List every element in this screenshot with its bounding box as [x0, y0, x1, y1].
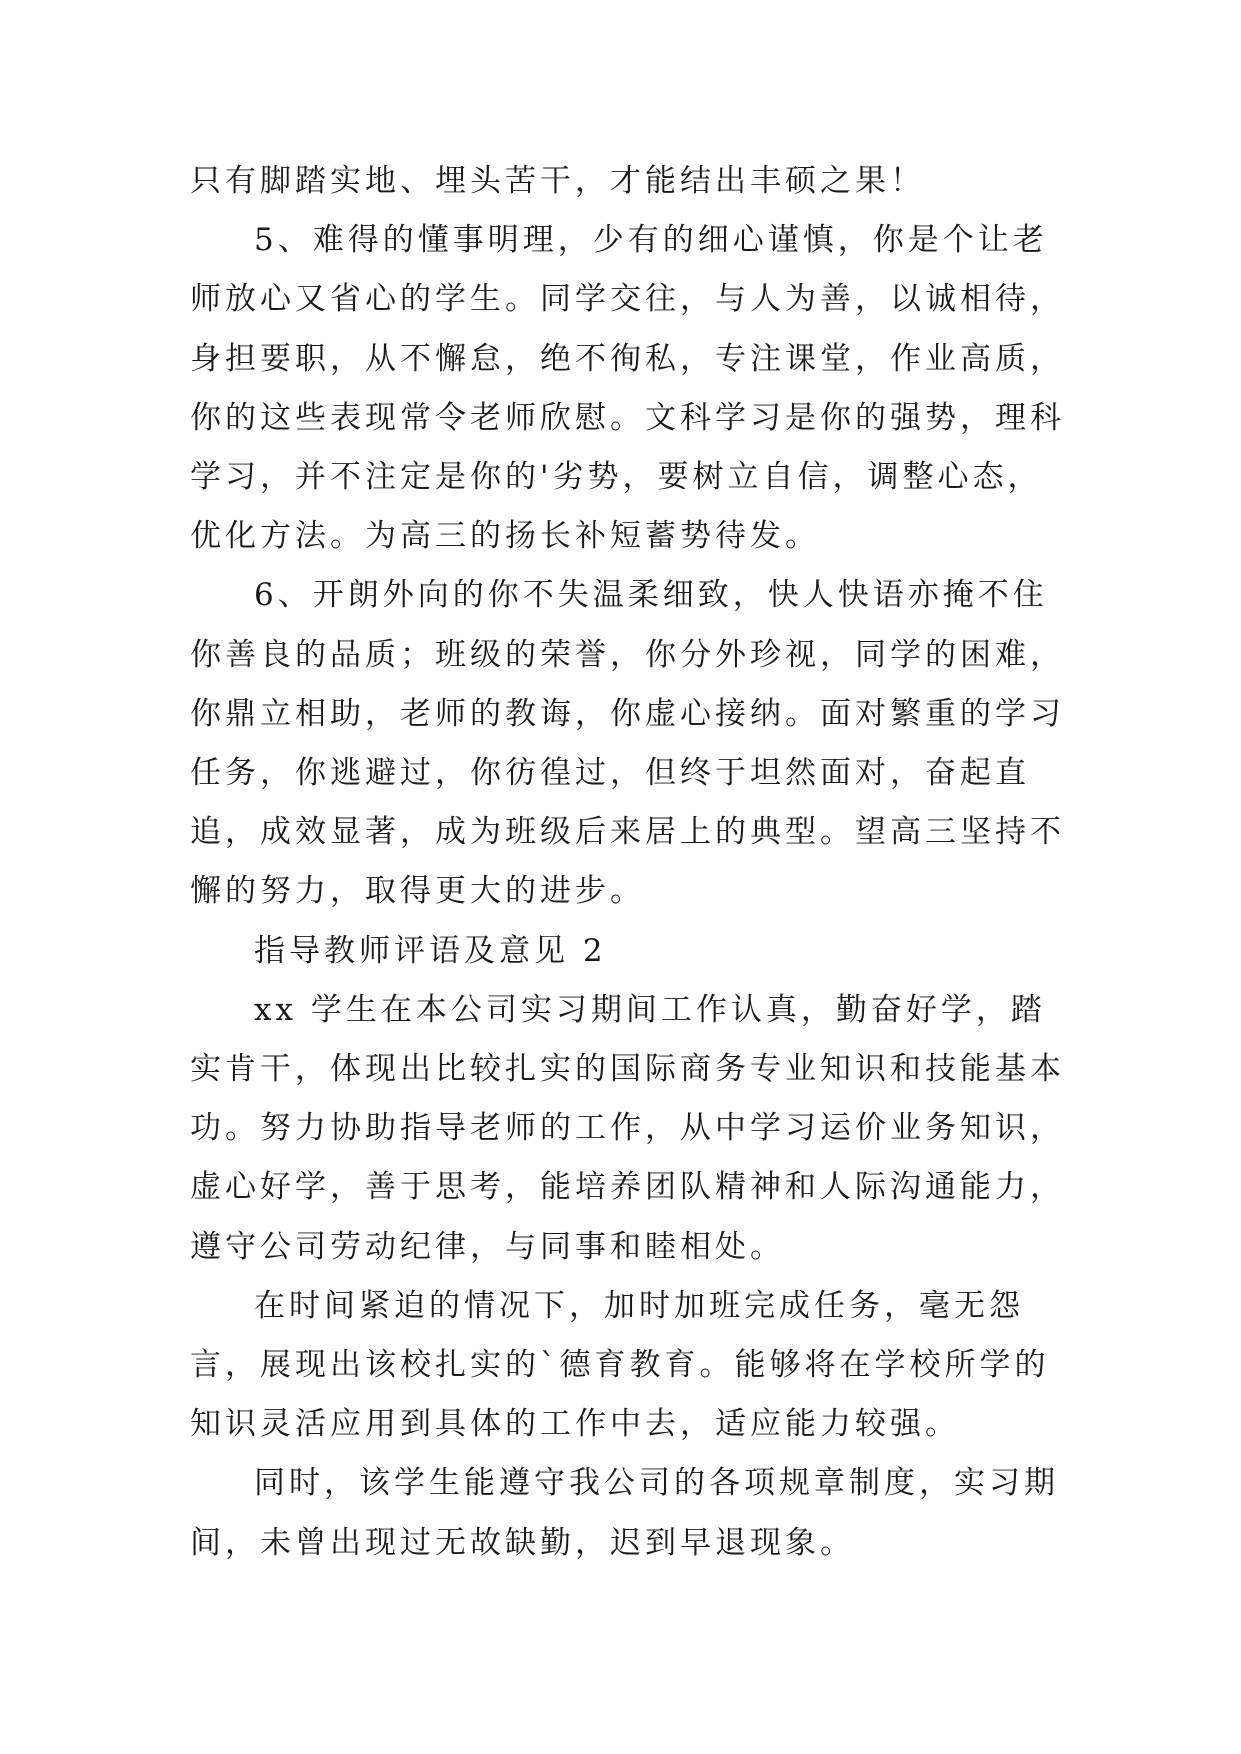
section-heading: 指导教师评语及意见 2: [254, 932, 607, 969]
paragraph-comment-6: 6、开朗外向的你不失温柔细致，快人快语亦掩不住你善良的品质；班级的荣誉，你分外珍视，同学的困难，你鼎立相助，老师的教诲，你虚心接纳。面对繁重的学习任务，你逃避过，你彷徨过，但终于坦然面对，奋起直追，成效显著，成为班级后来居上的典型。望高三坚持不懈的努力，取得更大的进步。: [190, 577, 1065, 910]
paragraph-discipline: 同时，该学生能遵守我公司的各项规章制度，实习期间，未曾出现过无故缺勤，迟到早退现象。: [190, 1465, 1059, 1561]
paragraph-overtime: 在时间紧迫的情况下，加时加班完成任务，毫无怨言，展现出该校扎实的`德育教育。能够将在学校所学的知识灵活应用到具体的工作中去，适应能力较强。: [190, 1287, 1050, 1443]
document-body: [190, 152, 1070, 1573]
paragraph-comment-5: 5、难得的懂事明理，少有的细心谨慎，你是个让老师放心又省心的学生。同学交往，与人为善，以诚相待，身担要职，从不懈怠，绝不徇私，专注课堂，作业高质，你的这些表现常令老师欣慰。文科学习是你的强势，理科学习，并不注定是你的'劣势，要树立自信，调整心态，优化方法。为高三的扬长补短蓄势待发。: [190, 222, 1065, 555]
paragraph-continuation: 只有脚踏实地、埋头苦干，才能结出丰硕之果！: [190, 163, 925, 199]
paragraph-internship-evaluation: xx 学生在本公司实习期间工作认真，勤奋好学，踏实肯干，体现出比较扎实的国际商务专业知识和技能基本功。努力协助指导老师的工作，从中学习运价业务知识，虚心好学，善于思考，能培养团队精神和人际沟通能力，遵守公司劳动纪律，与同事和睦相处。: [190, 991, 1065, 1265]
